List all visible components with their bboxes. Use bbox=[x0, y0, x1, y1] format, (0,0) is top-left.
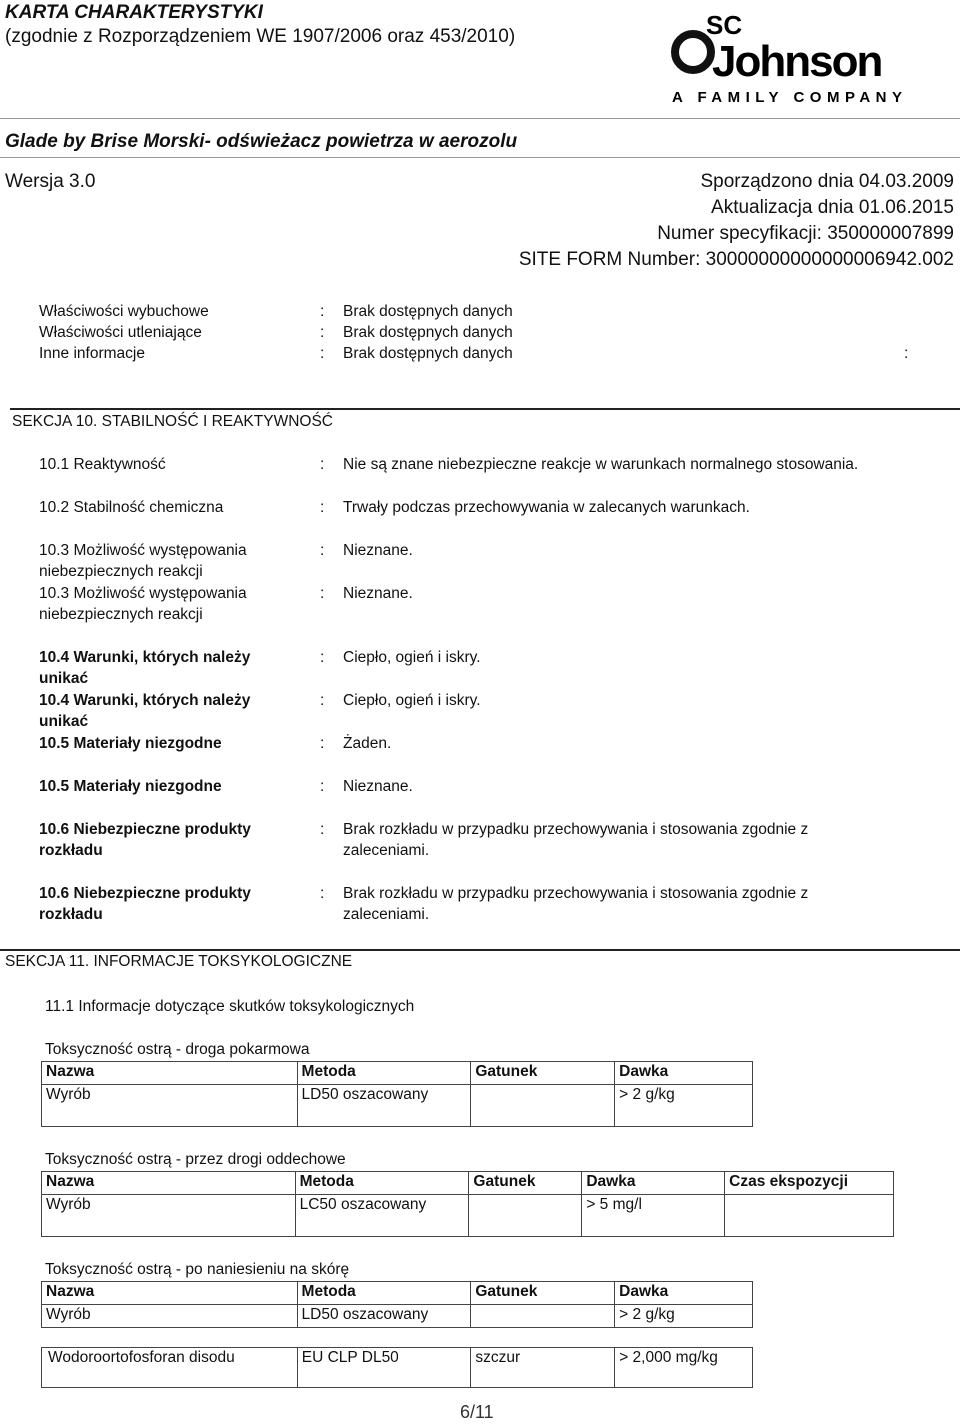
section-10-label: 10.1 Reaktywność bbox=[39, 456, 166, 473]
table-cell bbox=[471, 1305, 615, 1328]
section-10-value: Nie są znane niebezpieczne reakcje w warunkach normalnego stosowania. bbox=[343, 456, 859, 473]
header-cell: Nazwa bbox=[42, 1062, 298, 1085]
section-10-colon: : bbox=[320, 885, 325, 902]
section-10-label-cont: niebezpiecznych reakcji bbox=[39, 563, 203, 580]
table-cell bbox=[471, 1085, 615, 1127]
section-10-label: 10.4 Warunki, których należy bbox=[39, 692, 251, 709]
section-10-colon: : bbox=[320, 778, 325, 795]
section-10-label-cont: rozkładu bbox=[39, 842, 103, 859]
header-cell: Gatunek bbox=[471, 1282, 615, 1305]
section-10-colon: : bbox=[320, 735, 325, 752]
logo-sc: SC bbox=[706, 10, 743, 40]
section-10-label: 10.2 Stabilność chemiczna bbox=[39, 499, 224, 516]
section-10-value: Brak rozkładu w przypadku przechowywania i stosowania zgodnie z bbox=[343, 885, 809, 902]
table-cell: Wyrób bbox=[42, 1195, 296, 1237]
section-10-label: 10.4 Warunki, których należy bbox=[39, 649, 251, 666]
prepared-date: Sporządzono dnia 04.03.2009 bbox=[700, 171, 954, 192]
header-cell: Metoda bbox=[295, 1172, 469, 1195]
prop-label: Inne informacje bbox=[39, 345, 145, 362]
oral-tox-table bbox=[41, 1061, 753, 1127]
prop-colon: : bbox=[320, 345, 325, 362]
section-10-colon: : bbox=[320, 649, 325, 666]
logo-tagline: A FAMILY COMPANY bbox=[672, 89, 908, 106]
table-cell: LD50 oszacowany bbox=[297, 1305, 471, 1328]
site-form-number: SITE FORM Number: 30000000000000006942.002 bbox=[518, 249, 954, 270]
dermal-tox-table bbox=[41, 1281, 753, 1328]
table-cell: Wodoroortofosforan disodu bbox=[42, 1348, 298, 1388]
section-11-subtitle: 11.1 Informacje dotyczące skutków toksykologicznych bbox=[45, 998, 415, 1015]
inhal-tox-table bbox=[41, 1171, 894, 1237]
section-10-value: Nieznane. bbox=[343, 542, 413, 559]
table-cell: Wyrób bbox=[42, 1305, 298, 1328]
spec-number: Numer specyfikacji: 350000007899 bbox=[657, 223, 954, 244]
prop-colon: : bbox=[320, 303, 325, 320]
component-tox-table bbox=[41, 1347, 753, 1388]
section-10-colon: : bbox=[320, 542, 325, 559]
section-10-colon: : bbox=[320, 585, 325, 602]
section-10-value: Brak rozkładu w przypadku przechowywania i stosowania zgodnie z bbox=[343, 821, 809, 838]
document-title: KARTA CHARAKTERYSTYKI bbox=[5, 2, 263, 23]
header-cell: Dawka bbox=[615, 1282, 753, 1305]
version: Wersja 3.0 bbox=[5, 171, 96, 192]
prop-extra-colon: : bbox=[904, 345, 909, 362]
sc-johnson-logo bbox=[668, 6, 908, 114]
section-10-value: Ciepło, ogień i iskry. bbox=[343, 692, 481, 709]
section-11-title: SEKCJA 11. INFORMACJE TOKSYKOLOGICZNE bbox=[5, 953, 353, 970]
section-10-label-cont: unikać bbox=[39, 670, 89, 687]
section-10-label-cont: niebezpiecznych reakcji bbox=[39, 606, 203, 623]
section-10-value-cont: zaleceniami. bbox=[343, 842, 430, 859]
section-10-label-cont: rozkładu bbox=[39, 906, 103, 923]
section-10-label: 10.6 Niebezpieczne produkty bbox=[39, 885, 251, 902]
section-10-colon: : bbox=[320, 499, 325, 516]
header-cell: Metoda bbox=[297, 1062, 471, 1085]
section-10-title: SEKCJA 10. STABILNOŚĆ I REAKTYWNOŚĆ bbox=[12, 413, 333, 430]
header-cell: Metoda bbox=[297, 1282, 471, 1305]
section-10-value: Nieznane. bbox=[343, 778, 413, 795]
table-cell: szczur bbox=[471, 1348, 615, 1388]
prop-label: Właściwości wybuchowe bbox=[39, 303, 209, 320]
table-cell: > 2 g/kg bbox=[615, 1085, 753, 1127]
updated-date: Aktualizacja dnia 01.06.2015 bbox=[711, 197, 954, 218]
section-10-value: Nieznane. bbox=[343, 585, 413, 602]
prop-value: Brak dostępnych danych bbox=[343, 324, 513, 341]
table-cell bbox=[469, 1195, 582, 1237]
table-cell bbox=[725, 1195, 894, 1237]
section-10-value-cont: zaleceniami. bbox=[343, 906, 430, 923]
prop-label: Właściwości utleniające bbox=[39, 324, 202, 341]
section-10-label: 10.5 Materiały niezgodne bbox=[39, 778, 222, 795]
section-10-value: Ciepło, ogień i iskry. bbox=[343, 649, 481, 666]
product-name: Glade by Brise Morski- odświeżacz powietrza w aerozolu bbox=[5, 131, 518, 152]
page-number: 6/11 bbox=[460, 1402, 494, 1422]
section-10-label: 10.3 Możliwość występowania bbox=[39, 585, 247, 602]
section-10-label: 10.3 Możliwość występowania bbox=[39, 542, 247, 559]
header-cell: Dawka bbox=[615, 1062, 753, 1085]
header-cell: Nazwa bbox=[42, 1282, 298, 1305]
table-cell: > 5 mg/l bbox=[582, 1195, 725, 1237]
dermal-tox-title: Toksyczność ostrą - po naniesieniu na skórę bbox=[45, 1261, 350, 1278]
prop-value: Brak dostępnych danych bbox=[343, 303, 513, 320]
prop-value: Brak dostępnych danych bbox=[343, 345, 513, 362]
section-10-value: Trwały podczas przechowywania w zalecanych warunkach. bbox=[343, 499, 750, 516]
logo-name: Johnson bbox=[712, 37, 882, 86]
header-cell: Gatunek bbox=[471, 1062, 615, 1085]
section-10-value: Żaden. bbox=[343, 735, 392, 752]
table-cell: LC50 oszacowany bbox=[295, 1195, 469, 1237]
section-10-colon: : bbox=[320, 456, 325, 473]
section-10-label: 10.6 Niebezpieczne produkty bbox=[39, 821, 251, 838]
header-cell: Dawka bbox=[582, 1172, 725, 1195]
table-cell: EU CLP DL50 bbox=[297, 1348, 471, 1388]
header-cell: Czas ekspozycji bbox=[725, 1172, 894, 1195]
table-cell: > 2,000 mg/kg bbox=[615, 1348, 753, 1388]
table-cell: LD50 oszacowany bbox=[297, 1085, 471, 1127]
section-10-colon: : bbox=[320, 692, 325, 709]
header-cell: Nazwa bbox=[42, 1172, 296, 1195]
section-10-label-cont: unikać bbox=[39, 713, 89, 730]
section-10-label: 10.5 Materiały niezgodne bbox=[39, 735, 222, 752]
table-cell: > 2 g/kg bbox=[615, 1305, 753, 1328]
document-subtitle: (zgodnie z Rozporządzeniem WE 1907/2006 oraz 453/2010) bbox=[5, 26, 516, 47]
prop-colon: : bbox=[320, 324, 325, 341]
header-cell: Gatunek bbox=[469, 1172, 582, 1195]
oral-tox-title: Toksyczność ostrą - droga pokarmowa bbox=[45, 1041, 310, 1058]
table-cell: Wyrób bbox=[42, 1085, 298, 1127]
inhal-tox-title: Toksyczność ostrą - przez drogi oddechowe bbox=[45, 1151, 346, 1168]
section-10-colon: : bbox=[320, 821, 325, 838]
